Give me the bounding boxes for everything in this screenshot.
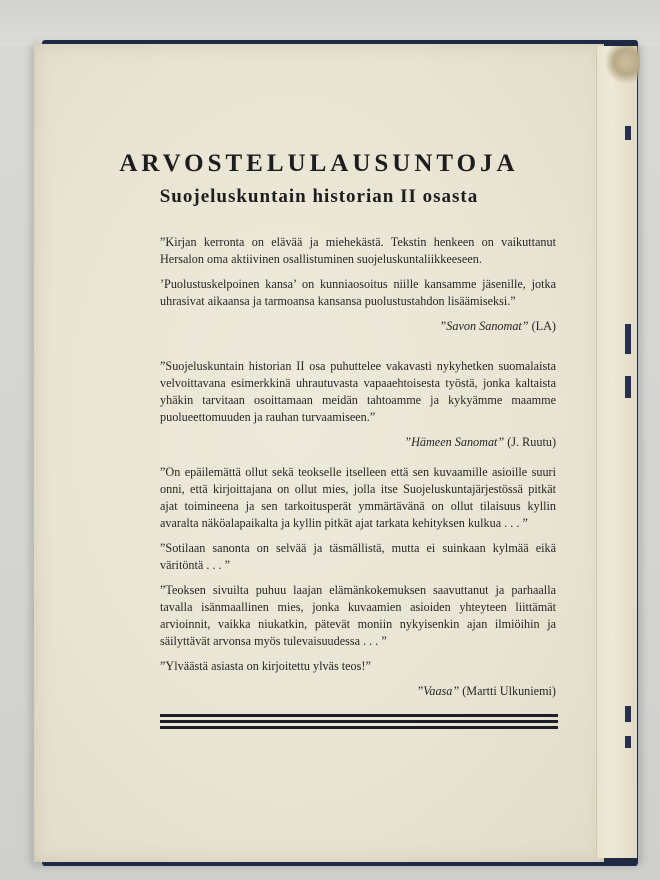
page-title: ARVOSTELULAUSUNTOJA (119, 150, 519, 177)
rule-line (160, 714, 558, 717)
review-publication: ”Savon Sanomat” (439, 319, 529, 333)
review-author: (LA) (531, 319, 556, 333)
review-paragraph: ”Sotilaan sanonta on selvää ja täsmällistä, mutta ei suinkaan kylmää eikä väritöntä . . . ” (160, 541, 556, 572)
review-publication: ”Hämeen Sanomat” (404, 435, 505, 449)
review-hameen-sanomat (160, 358, 556, 451)
review-vaasa (160, 464, 556, 700)
review-source (160, 434, 556, 451)
rule-line (160, 720, 558, 723)
review-savon-sanomat (160, 234, 556, 335)
double-rule-divider (160, 714, 558, 732)
review-paragraph: ”Teoksen sivuilta puhuu laajan elämänkokemuksen saavuttanut ja parhaalla tavalla isänmaallinen mies, jonka kuvaamien asioiden yhteyteen liittämät arvioinnit, vaikka niukatkin, pätevät moniin nykyisenkin ajan ilmiöihin ja säilyttävät arvonsa myös tulevaisuudessa . . . ” (160, 583, 556, 648)
review-author: (J. Ruutu) (507, 435, 556, 449)
review-paragraph: ”Ylväästä asiasta on kirjoitettu ylväs teos!” (160, 659, 371, 673)
review-paragraph: ”Suojeluskuntain historian II osa puhuttelee vakavasti nykyhetken suomalaista velvoittavana esimerkkinä uhrautuvasta vapaaehtoisesta työstä, jonka kaltaista yhäkin tarvitaan osoittamaan meidän tahtoamme ja kykyämme maamme puolueettomuuden ja rauhan turvaamiseen.” (160, 359, 556, 424)
review-paragraph: ”Kirjan kerronta on elävää ja miehekästä. Tekstin henkeen on vaikuttanut Hersalon oma aktiivinen osallistuminen suojeluskuntaliikkeeseen. (160, 235, 556, 266)
review-paragraph: ’Puolustuskelpoinen kansa’ on kunniaosoitus niille kansamme jäsenille, jotka uhrasivat aikaansa ja tarmoansa kansansa puolustustahdon lisäämiseksi.” (160, 277, 556, 308)
page-subtitle: Suojeluskuntain historian II osasta (159, 186, 479, 207)
review-paragraph: ”On epäilemättä ollut sekä teokselle itselleen että sen kuvaamille asioille suuri onni, että kirjoittajana on ollut mies, jolla itse Suojeluskuntajärjestössä pitkät ajat toimineena ja sen tarkoitusperät ymmärtävänä on ollut tilaisuus kyllin avaralta näköalapaikalta ja kyllin pitkät ajat tarkata kehityksen kulkua . . . ” (160, 465, 556, 530)
review-source (160, 318, 556, 335)
review-publication: ”Vaasa” (416, 684, 460, 698)
rule-line (160, 726, 558, 729)
review-author: (Martti Ulkuniemi) (462, 684, 556, 698)
review-source (160, 683, 556, 700)
